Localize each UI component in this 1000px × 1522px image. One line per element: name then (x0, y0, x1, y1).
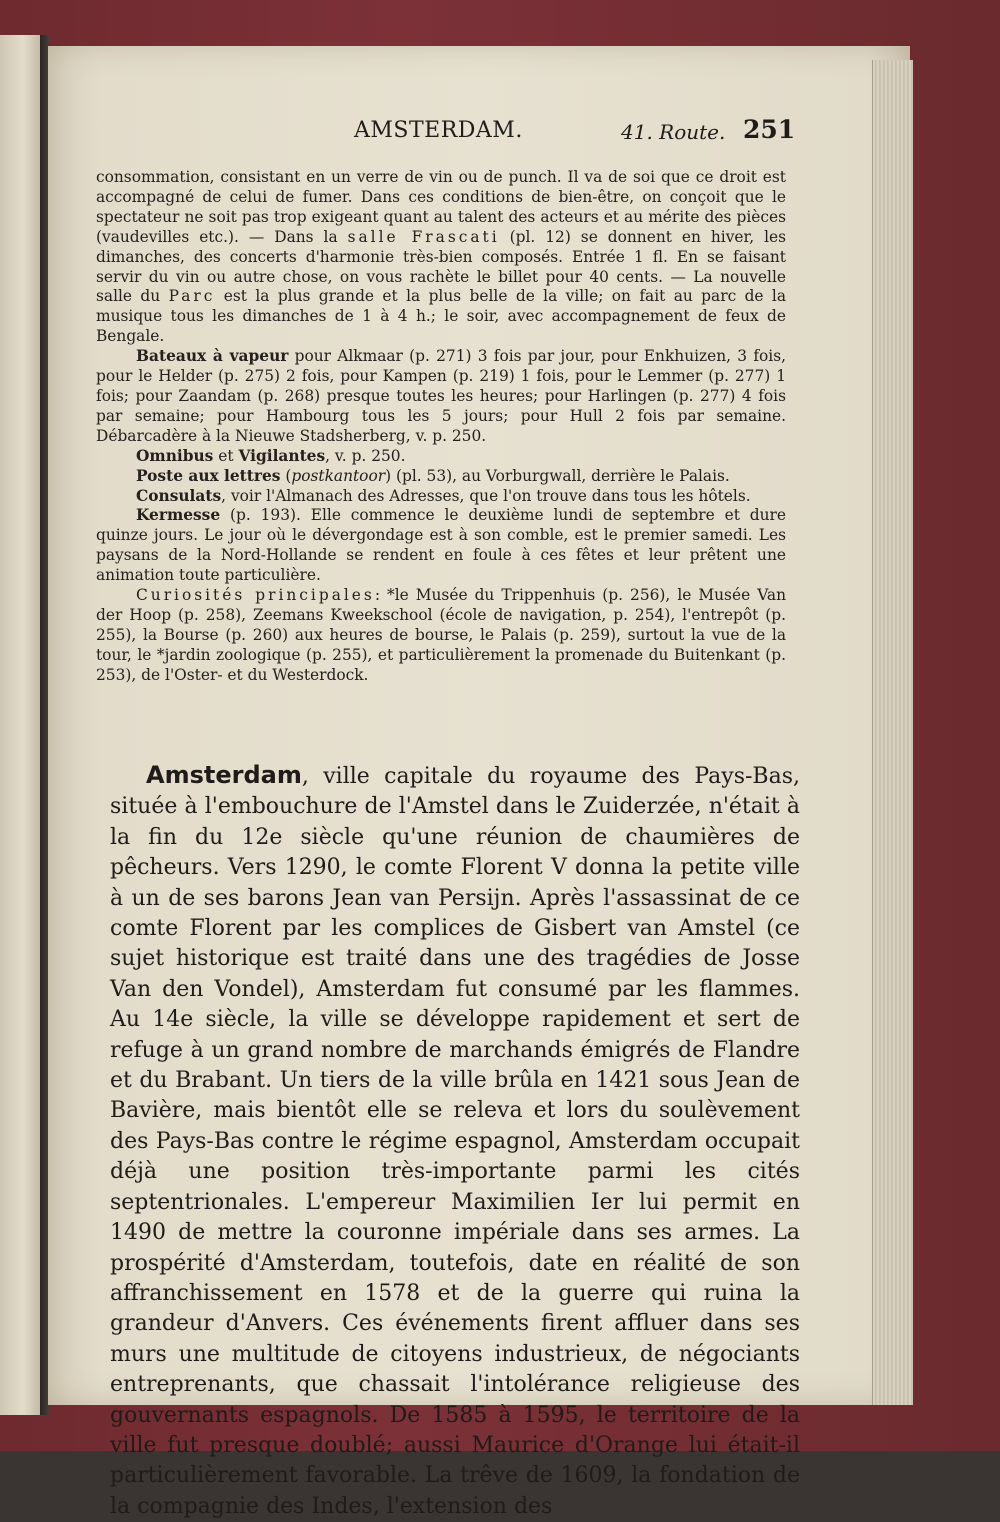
text-run: Omnibus (136, 446, 214, 465)
text-run: Curiosités principales (136, 586, 375, 605)
running-header (96, 115, 796, 152)
text-run: consommation, consistant en un verre de vin ou de punch. Il va de soi que ce droit est accompagné de celui de fumer. Dans ces conditions de bien-être, on conçoit que le spectateur ne soit pas trop exigeant quant au talent des acteurs et au mérite des pièces (vaudevilles etc.). — Dans la (96, 168, 786, 246)
text-run: salle Frascati (347, 227, 500, 246)
text-run: ) (pl. 53), au Vorburgwall, derrière le Palais. (385, 466, 730, 485)
history-paragraph (110, 760, 800, 1522)
text-run: Bateaux à vapeur (136, 347, 289, 366)
history-body: , ville capitale du royaume des Pays-Bas, située à l'embouchure de l'Amstel dans le Zuiderzée, n'était à la fin du 12e siècle qu'une réunion de chaumières de pêcheurs. Vers 1290, le comte Florent V donna la petite ville à un de ses barons Jean van Persijn. Après l'assassinat de ce comte Florent par les complices de Gisbert van Amstel (ce sujet historique est traité dans une des tragédies de Josse Van den Vondel), Amsterdam fut consumé par les flammes. Au 14e siècle, la ville se développe rapidement et sert de refuge à un grand nombre de marchands émigrés de Flandre et du Brabant. Un tiers de la ville brûla en 1421 sous Jean de Bavière, mais bientôt elle se releva et lors du soulèvement des Pays-Bas contre le régime espagnol, Amsterdam occupait déjà une position très-importante parmi les cités septentrionales. L'empereur Maximilien Ier lui permit en 1490 de mettre la couronne impériale dans ses armes. La prospérité d'Amsterdam, toutefois, date en réalité de son affranchissement en 1578 et de la guerre qui ruina la grandeur d'Anvers. Ces événements firent affluer dans ses murs une multitude de citoyens industrieux, de négociants entreprenants, que chassait l'intolérance religieuse des gouvernants espagnols. De 1585 à 1595, le territoire de la ville fut presque doublé; aussi Maurice d'Orange lui était-il particulièrement favorable. La trêve de 1609, la fondation de la compagnie des Indes, l'extension des (110, 764, 800, 1519)
info-paragraph (96, 168, 786, 347)
practical-info-section (96, 168, 786, 686)
text-run: Consulats (136, 486, 222, 505)
text-run: Poste aux lettres (136, 466, 281, 485)
text-run: ( (280, 466, 292, 485)
info-paragraph (96, 506, 786, 586)
text-run: pour Alkmaar (p. 271) 3 fois par jour, pour Enkhuizen, 3 fois, pour le Helder (p. 275) 2 fois, pour Kampen (p. 219) 1 fois, pour le Lemmer (p. 277) 1 fois; pour Zaandam (p. 268) presque toutes les heures; pour Harlingen (p. 277) 4 fois par semaine; pour Hambourg tous les 5 jours; pour Hull 2 fois par semaine. Débarcadère à la Nieuwe Stadsherberg, v. p. 250. (96, 347, 786, 445)
text-run: postkantoor (291, 466, 386, 485)
text-run: (pl. 12) se donnent en hiver, les dimanches, des concerts d'harmonie très-bien composés. Entrée 1 fl. En se faisant servir du vin ou autre chose, on vous rachète le billet pour 40 cents. — La nouvelle salle du (96, 227, 786, 306)
text-run: est la plus grande et la plus belle de la ville; on fait au parc de la musique tous les dimanches de 1 à 4 h.; le soir, avec accompagnement de feux de Bengale. (96, 287, 787, 346)
lead-word: Amsterdam (146, 761, 302, 789)
header-route: 41. Route. (621, 120, 726, 144)
text-run: Kermesse (136, 506, 221, 525)
header-title: AMSTERDAM. (354, 118, 523, 143)
text-run: , v. p. 250. (325, 446, 406, 465)
text-run: et (213, 446, 239, 465)
info-paragraph (96, 347, 786, 447)
info-paragraph (96, 487, 786, 507)
page-stack-edges (872, 60, 913, 1405)
info-paragraph (96, 447, 786, 467)
page-number: 251 (743, 115, 796, 144)
main-text-section (110, 760, 800, 1522)
left-page-edge (0, 35, 44, 1415)
text-run: : *le Musée du Trippenhuis (p. 256), le Musée Van der Hoop (p. 258), Zeemans Kweekschool (école de navigation, p. 254), l'entrepôt (p. 255), la Bourse (p. 260) aux heures de bourse, le Palais (p. 259), surtout la vue de la tour, le *jardin zoologique (p. 255), et particulièrement la promenade du Buitenkant (p. 253), de l'Oster- et du Westerdock. (96, 586, 786, 684)
info-paragraph (96, 586, 786, 686)
info-paragraph (96, 467, 786, 487)
text-run: Parc (168, 287, 216, 306)
text-run: (p. 193). Elle commence le deuxième lundi de septembre et dure quinze jours. Le jour où le dévergondage est à son comble, est le premier samedi. Les paysans de la Nord-Hollande se rendent en foule à ces fêtes et leur prêtent une animation toute particulière. (96, 506, 786, 585)
text-run: , voir l'Almanach des Adresses, que l'on trouve dans tous les hôtels. (221, 486, 751, 505)
text-run: Vigilantes (238, 446, 326, 465)
